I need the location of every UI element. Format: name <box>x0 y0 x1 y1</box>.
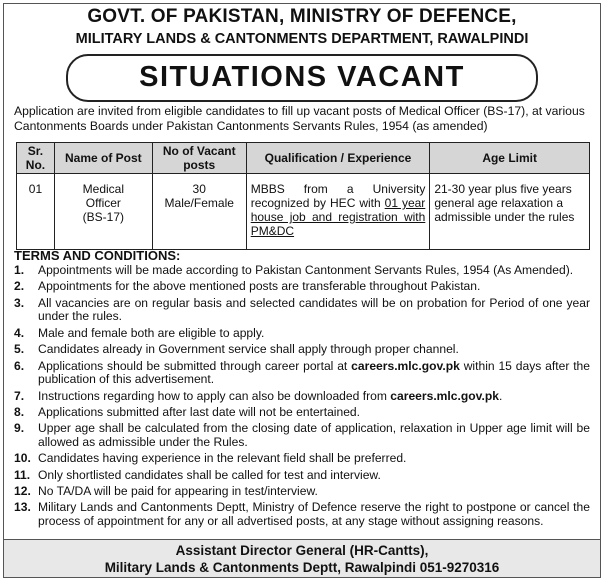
list-item <box>14 343 590 357</box>
table-row <box>17 174 590 250</box>
vacant-gender: Male/Female <box>164 196 234 210</box>
vacant-count: 30 <box>192 182 206 196</box>
header-name-of-post: Name of Post <box>54 143 152 174</box>
qualification-underlined-text: 01 year house job and registration with PM&DC <box>250 196 426 238</box>
list-item <box>14 469 590 483</box>
item-number: 4. <box>14 325 25 340</box>
item-text: No TA/DA will be paid for appearing in test/interview. <box>38 484 318 499</box>
item-text: Applications submitted after last date will not be entertained. <box>38 404 361 419</box>
careers-portal-link[interactable]: careers.mlc.gov.pk <box>351 358 460 373</box>
item-text: Only shortlisted candidates shall be called for test and interview. <box>38 467 381 482</box>
terms-title: TERMS AND CONDITIONS: <box>14 248 181 263</box>
list-item <box>14 390 590 404</box>
careers-portal-link[interactable]: careers.mlc.gov.pk <box>390 388 499 403</box>
item-number: 10. <box>14 451 31 466</box>
item-text: Instructions regarding how to apply can also be downloaded from <box>38 388 391 403</box>
cell-post-name <box>54 174 152 250</box>
list-item <box>14 297 590 324</box>
list-item <box>14 501 590 528</box>
terms-list <box>14 264 590 531</box>
situations-vacant-banner: SITUATIONS VACANT <box>66 54 538 102</box>
qualification-text: MBBS from a University recognized by HEC with <box>250 182 426 210</box>
item-text: Appointments will be made according to Pakistan Cantonment Servants Rules, 1954 (As Amended). <box>38 263 574 277</box>
item-number: 8. <box>14 404 25 419</box>
list-item <box>14 360 590 387</box>
item-text: Candidates having experience in the relevant field shall be preferred. <box>38 451 407 466</box>
item-number: 11. <box>14 467 31 482</box>
cell-age-limit: 21-30 year plus five years general age relaxation a admissible under the rules <box>430 174 590 250</box>
item-text: Military Lands and Cantonments Deptt, Ministry of Defence reserve the right to postpone or cancel the process of appointment for any or all advertised posts, at any stage without assigning reasons. <box>38 500 590 529</box>
item-text: Male and female both are eligible to apply. <box>38 325 265 340</box>
header-age-limit: Age Limit <box>430 143 590 174</box>
cell-sr-no: 01 <box>17 174 55 250</box>
item-number: 9. <box>14 421 25 436</box>
footer-address-phone: Military Lands & Cantonments Deptt, Rawalpindi 051-9270316 <box>104 560 500 575</box>
post-name-line3: (BS-17) <box>82 210 125 224</box>
list-item <box>14 452 590 466</box>
cell-qualification <box>246 174 430 250</box>
item-number: 13. <box>14 500 31 515</box>
post-name-line1: Medical <box>82 182 125 196</box>
footer-office: Assistant Director General (HR-Cantts), <box>175 543 429 558</box>
footer-contact <box>4 539 600 577</box>
advertisement-page <box>3 3 601 578</box>
item-number: 3. <box>14 295 25 310</box>
cell-vacant-posts <box>152 174 246 250</box>
list-item <box>14 327 590 341</box>
department-heading: MILITARY LANDS & CANTONMENTS DEPARTMENT, RAWALPINDI <box>75 31 529 47</box>
item-text: All vacancies are on regular basis and selected candidates will be on probation for Period of one year under the rules. <box>38 295 590 324</box>
header-vacant-posts: No of Vacant posts <box>152 143 246 174</box>
header-qualification: Qualification / Experience <box>246 143 430 174</box>
item-text: within 15 days after the publication of this advertisement. <box>38 358 591 387</box>
item-text: Upper age shall be calculated from the closing date of application, relaxation in Upper age limit will be allowed as admissible under the Rules. <box>38 421 590 449</box>
header-sr-no: Sr. No. <box>17 143 55 174</box>
list-item <box>14 485 590 499</box>
list-item <box>14 422 590 449</box>
list-item <box>14 280 590 294</box>
item-number: 2. <box>14 279 25 294</box>
item-text: Applications should be submitted through career portal at <box>38 358 352 373</box>
item-text: Appointments for the above mentioned posts are transferable throughout Pakistan. <box>38 279 481 294</box>
item-text: . <box>498 388 503 403</box>
item-number: 12. <box>14 484 31 499</box>
item-number: 5. <box>14 342 25 357</box>
item-number: 1. <box>14 263 25 277</box>
table-header-row <box>17 143 590 174</box>
item-text: Candidates already in Government service shall apply through proper channel. <box>38 342 459 357</box>
post-name-line2: Officer <box>85 196 121 210</box>
item-number: 6. <box>14 358 25 373</box>
item-number: 7. <box>14 388 25 403</box>
intro-paragraph: Application are invited from eligible candidates to fill up vacant posts of Medical Officer (BS-17), at various Cantonments Boards under Pakistan Cantonments Servants Rules, 1954 (as amended) <box>14 104 585 133</box>
list-item <box>14 406 590 420</box>
list-item <box>14 264 590 278</box>
vacancy-table <box>16 142 590 250</box>
ministry-heading: GOVT. OF PAKISTAN, MINISTRY OF DEFENCE, <box>87 6 517 27</box>
